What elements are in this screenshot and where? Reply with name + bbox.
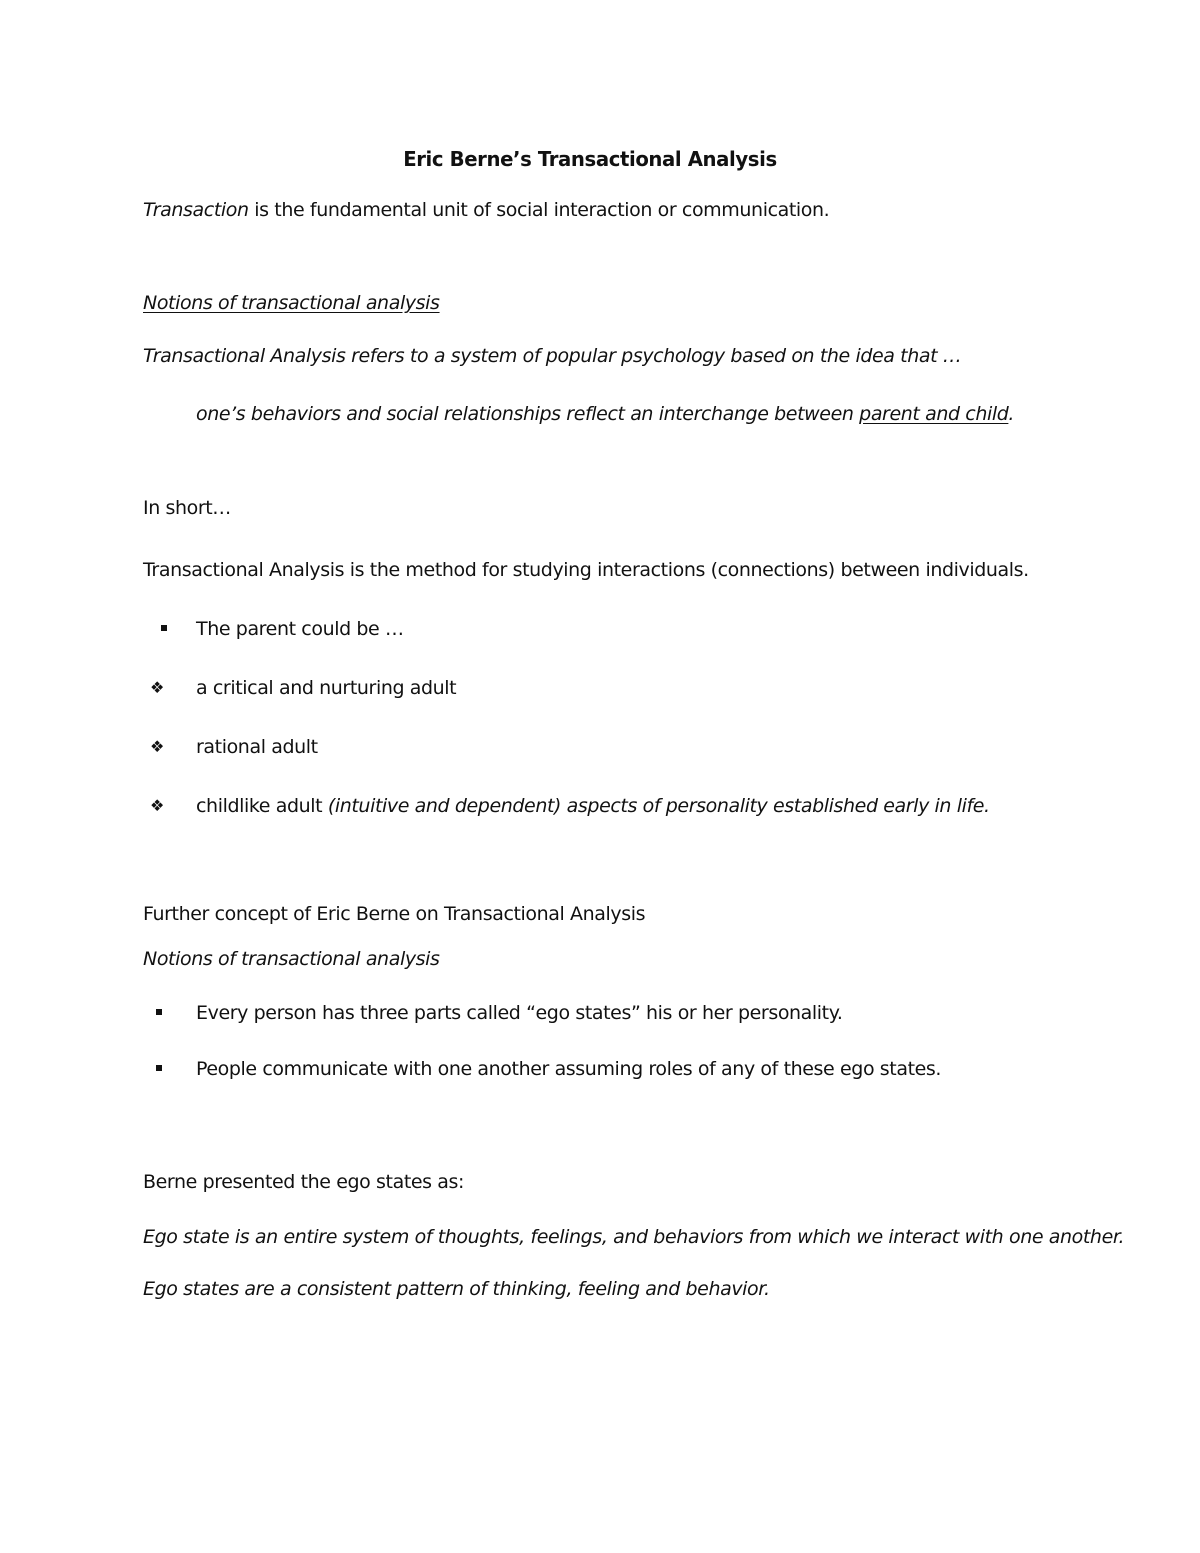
parent-item: The parent could be … xyxy=(196,618,404,640)
in-short-label: In short… xyxy=(143,497,231,519)
intro-term: Transaction xyxy=(143,199,249,221)
diamond-item xyxy=(196,794,990,818)
square-bullet-icon xyxy=(156,1065,162,1071)
method-paragraph: Transactional Analysis is the method for studying interactions (connections) between individuals. xyxy=(143,559,1029,581)
indented-definition-text: one’s behaviors and social relationships reflect an interchange between xyxy=(196,403,860,425)
section-heading-notions: Notions of transactional analysis xyxy=(143,292,440,314)
square-bullet-icon xyxy=(161,625,167,631)
berne-intro: Berne presented the ego states as: xyxy=(143,1171,465,1193)
diamond-bullet-icon: ❖ xyxy=(150,678,165,697)
ego-item: Every person has three parts called “ego states” his or her personality. xyxy=(196,1002,843,1024)
diamond-bullet-icon: ❖ xyxy=(150,796,165,815)
intro-paragraph xyxy=(143,198,829,222)
indented-definition-end: . xyxy=(1008,403,1015,425)
parent-and-child-phrase: parent and child xyxy=(859,403,1009,425)
diamond-item-text: childlike adult xyxy=(196,795,323,817)
diamond-item-italic: (intuitive and dependent) aspects of personality established early in life. xyxy=(322,795,990,817)
further-subheading: Notions of transactional analysis xyxy=(143,948,440,970)
diamond-bullet-icon: ❖ xyxy=(150,737,165,756)
further-heading: Further concept of Eric Berne on Transactional Analysis xyxy=(143,903,646,925)
document-title: Eric Berne’s Transactional Analysis xyxy=(403,147,777,171)
square-bullet-icon xyxy=(156,1009,162,1015)
ego-state-definition: Ego state is an entire system of thoughts, feelings, and behaviors from which we interact with one another. xyxy=(143,1226,1125,1248)
indented-definition xyxy=(196,402,1014,426)
definition-paragraph: Transactional Analysis refers to a system of popular psychology based on the idea that … xyxy=(143,345,962,367)
diamond-item: a critical and nurturing adult xyxy=(196,677,457,699)
diamond-item: rational adult xyxy=(196,736,318,758)
intro-text: is the fundamental unit of social interaction or communication. xyxy=(248,199,830,221)
ego-item: People communicate with one another assuming roles of any of these ego states. xyxy=(196,1058,942,1080)
ego-states-definition: Ego states are a consistent pattern of thinking, feeling and behavior. xyxy=(143,1278,770,1300)
